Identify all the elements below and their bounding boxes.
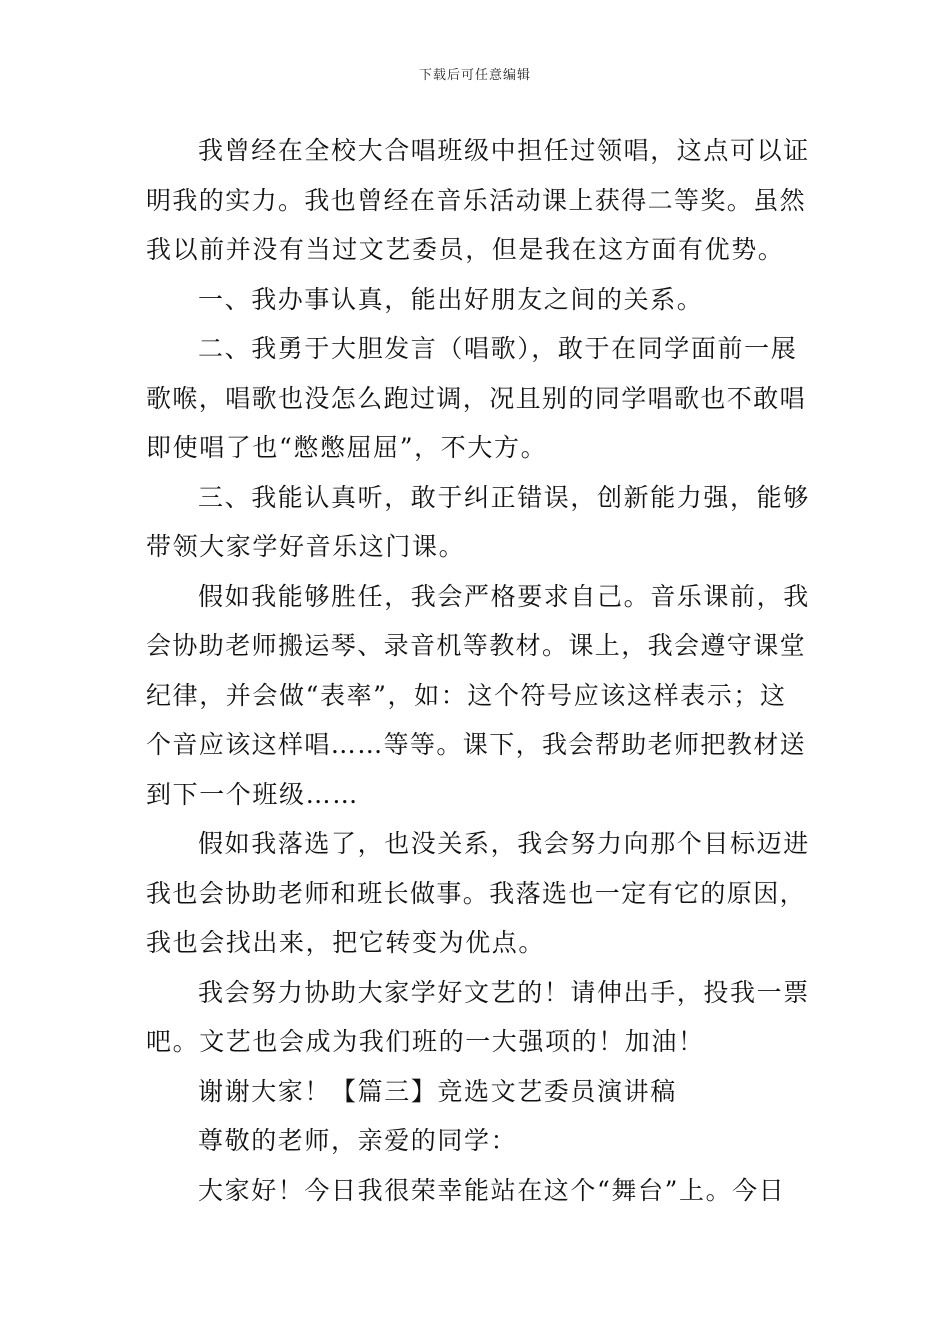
text-line: 三、我能认真听，敢于纠正错误，创新能力强，能够 (198, 482, 810, 512)
text-line: 假如我落选了，也没关系，我会努力向那个目标迈进 (198, 829, 810, 858)
text-line: 大家好！今日我很荣幸能站在这个“舞台”上。今日 (198, 1175, 786, 1205)
text-line: 吧。文艺也会成为我们班的一大强项的！加油！ (146, 1027, 705, 1056)
text-line: 假如我能够胜任，我会严格要求自己。音乐课前，我 (198, 581, 810, 611)
text-line: 我也会协助老师和班长做事。我落选也一定有它的原因， (146, 878, 807, 908)
text-line: 明我的实力。我也曾经在音乐活动课上获得二等奖。虽然 (146, 185, 807, 215)
text-line: 我会努力协助大家学好文艺的！请伸出手，投我一票 (198, 977, 810, 1007)
page-header: 下载后可任意编辑 (418, 68, 531, 83)
text-line: 我曾经在全校大合唱班级中担任过领唱，这点可以证 (198, 136, 810, 165)
text-line: 歌喉，唱歌也没怎么跑过调，况且别的同学唱歌也不敢唱 (146, 383, 807, 413)
text-line: 会协助老师搬运琴、录音机等教材。课上，我会遵守课堂 (146, 631, 807, 660)
text-line: 二、我勇于大胆发言（唱歌），敢于在同学面前一展 (198, 334, 798, 363)
text-line: 尊敬的老师，亲爱的同学： (198, 1126, 518, 1155)
text-line: 一、我办事认真，能出好朋友之间的关系。 (198, 284, 704, 314)
text-line: 到下一个班级…… (146, 779, 359, 809)
text-line: 带领大家学好音乐这门课。 (146, 532, 466, 561)
text-line: 我以前并没有当过文艺委员，但是我在这方面有优势。 (146, 235, 785, 264)
text-line: 我也会找出来，把它转变为优点。 (146, 928, 546, 957)
text-line: 谢谢大家！【篇三】竞选文艺委员演讲稿 (198, 1076, 677, 1106)
text-line: 个音应该这样唱……等等。课下，我会帮助老师把教材送 (146, 730, 807, 759)
text-line: 即使唱了也“憋憋屈屈”，不大方。 (146, 433, 548, 462)
document-body (146, 126, 810, 1215)
text-line: 纪律，并会做“表率”，如：这个符号应该这样表示；这 (146, 680, 787, 710)
